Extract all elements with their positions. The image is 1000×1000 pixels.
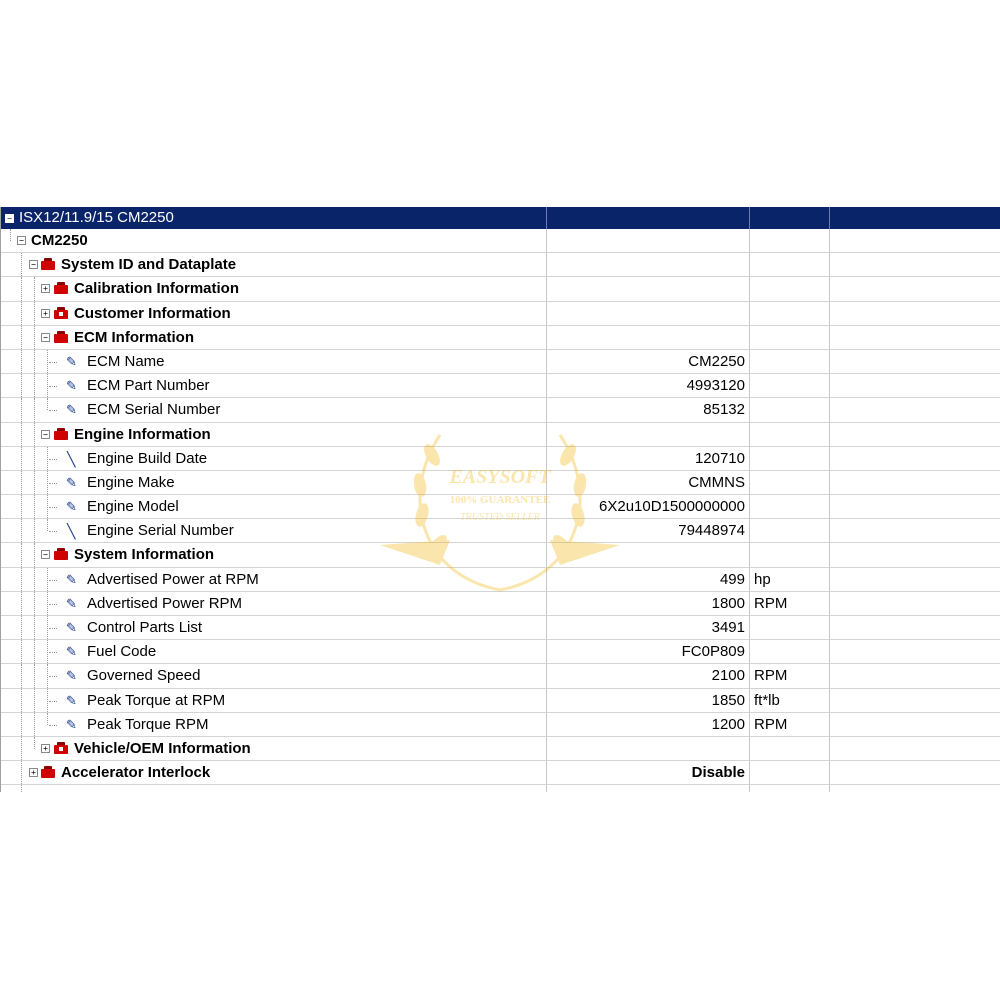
- parameter-unit: [749, 640, 829, 663]
- parameter-unit: [749, 374, 829, 397]
- parameter-unit: [749, 447, 829, 470]
- node-label: System Information: [74, 546, 215, 564]
- parameter-label: ECM Serial Number: [87, 401, 221, 419]
- table-row[interactable]: [1, 592, 1000, 616]
- tree-node-system-id[interactable]: [1, 253, 1000, 277]
- parameter-unit: hp: [749, 568, 829, 591]
- editable-parameter-icon: ╲: [67, 523, 76, 540]
- watermark-line2: TRUSTED SELLER: [460, 512, 540, 523]
- parameter-unit: RPM: [749, 664, 829, 687]
- partial-row: [1, 785, 1000, 792]
- read-parameter-icon: ✎: [66, 668, 77, 684]
- table-row[interactable]: [1, 447, 1000, 471]
- parameter-unit: RPM: [749, 713, 829, 736]
- table-row[interactable]: [1, 495, 1000, 519]
- parameter-label: Peak Torque RPM: [87, 715, 209, 733]
- tree-node-engine[interactable]: [1, 423, 1000, 447]
- folder-case-icon: [54, 428, 68, 440]
- parameter-value: 1800: [546, 592, 749, 615]
- table-row[interactable]: [1, 640, 1000, 664]
- table-row[interactable]: [1, 519, 1000, 543]
- collapse-icon[interactable]: −: [5, 214, 14, 223]
- parameter-value: 3491: [546, 616, 749, 639]
- parameter-label: Advertised Power RPM: [87, 594, 243, 612]
- table-row[interactable]: [1, 374, 1000, 398]
- folder-case-icon: [54, 548, 68, 560]
- expand-icon[interactable]: +: [41, 309, 50, 318]
- parameter-value: 4993120: [546, 374, 749, 397]
- parameter-value: 1850: [546, 689, 749, 712]
- folder-case-icon: [54, 282, 68, 294]
- table-row[interactable]: [1, 664, 1000, 688]
- parameter-label: Engine Build Date: [87, 449, 208, 467]
- parameter-label: ECM Name: [87, 352, 165, 370]
- parameter-unit: [749, 350, 829, 373]
- expand-icon[interactable]: +: [29, 768, 38, 777]
- collapse-icon[interactable]: −: [41, 333, 50, 342]
- parameter-tree-grid: [0, 207, 1000, 792]
- parameter-value: CMMNS: [546, 471, 749, 494]
- read-parameter-icon: ✎: [66, 716, 77, 732]
- table-row[interactable]: [1, 471, 1000, 495]
- parameter-unit: ft*lb: [749, 689, 829, 712]
- parameter-label: Fuel Code: [87, 643, 157, 661]
- table-row[interactable]: [1, 616, 1000, 640]
- node-label: System ID and Dataplate: [61, 256, 237, 274]
- node-label: Accelerator Interlock: [61, 764, 211, 782]
- table-row[interactable]: [1, 568, 1000, 592]
- table-row[interactable]: [1, 398, 1000, 422]
- editable-parameter-icon: ╲: [67, 450, 76, 467]
- node-label: CM2250: [31, 232, 88, 249]
- watermark-line1: 100% GUARANTEE: [449, 494, 551, 506]
- tree-node-cm2250[interactable]: [1, 229, 1000, 253]
- read-parameter-icon: ✎: [66, 353, 77, 369]
- parameter-value: 120710: [546, 447, 749, 470]
- read-parameter-icon: ✎: [66, 499, 77, 515]
- folder-case-icon: [41, 766, 55, 778]
- node-label: Customer Information: [74, 304, 231, 322]
- tree-node-calibration[interactable]: [1, 277, 1000, 301]
- tree-node-system-info[interactable]: [1, 543, 1000, 567]
- parameter-value: Disable: [546, 761, 749, 784]
- folder-case-icon: [41, 258, 55, 270]
- table-row[interactable]: [1, 689, 1000, 713]
- read-parameter-icon: ✎: [66, 620, 77, 635]
- node-label: ECM Information: [74, 328, 194, 346]
- parameter-unit: [749, 398, 829, 421]
- parameter-value: 499: [546, 568, 749, 591]
- parameter-label: Engine Serial Number: [87, 522, 234, 540]
- collapse-icon[interactable]: −: [41, 430, 50, 439]
- parameter-label: Engine Make: [87, 473, 175, 491]
- module-title: ISX12/11.9/15 CM2250: [19, 209, 174, 226]
- folder-case-icon: [54, 331, 68, 343]
- parameter-label: Peak Torque at RPM: [87, 691, 226, 709]
- collapse-icon[interactable]: −: [41, 550, 50, 559]
- parameter-label: ECM Part Number: [87, 377, 210, 395]
- tree-node-accelerator-interlock[interactable]: [1, 761, 1000, 785]
- expand-icon[interactable]: +: [41, 284, 50, 293]
- node-label: Vehicle/OEM Information: [74, 739, 251, 757]
- parameter-unit: [749, 495, 829, 518]
- table-row[interactable]: [1, 713, 1000, 737]
- read-parameter-icon: ✎: [66, 692, 77, 708]
- parameter-unit: [749, 519, 829, 542]
- read-parameter-icon: ✎: [66, 595, 77, 611]
- tree-node-vehicle-oem[interactable]: [1, 737, 1000, 761]
- parameter-unit: [749, 471, 829, 494]
- read-parameter-icon: ✎: [66, 474, 77, 490]
- parameter-value: 79448974: [546, 519, 749, 542]
- parameter-value: FC0P809: [546, 640, 749, 663]
- tree-node-ecm[interactable]: [1, 326, 1000, 350]
- locked-case-icon: [54, 742, 68, 754]
- parameter-label: Engine Model: [87, 498, 179, 516]
- tree-header-row[interactable]: [1, 207, 1000, 229]
- read-parameter-icon: ✎: [66, 644, 77, 660]
- node-label: Calibration Information: [74, 280, 239, 298]
- expand-icon[interactable]: +: [41, 744, 50, 753]
- read-parameter-icon: ✎: [66, 402, 77, 418]
- locked-case-icon: [54, 307, 68, 319]
- parameter-unit: RPM: [749, 592, 829, 615]
- table-row[interactable]: [1, 350, 1000, 374]
- parameter-value: CM2250: [546, 350, 749, 373]
- collapse-icon[interactable]: −: [17, 236, 26, 245]
- parameter-label: Control Parts List: [87, 619, 203, 636]
- tree-node-customer[interactable]: [1, 302, 1000, 326]
- parameter-label: Governed Speed: [87, 667, 201, 685]
- parameter-unit: [749, 616, 829, 639]
- read-parameter-icon: ✎: [66, 378, 77, 394]
- parameter-label: Advertised Power at RPM: [87, 570, 259, 588]
- parameter-value: 6X2u10D1500000000: [546, 495, 749, 518]
- collapse-icon[interactable]: −: [29, 260, 38, 269]
- node-label: Engine Information: [74, 425, 211, 443]
- read-parameter-icon: ✎: [66, 571, 77, 587]
- watermark-brand: EASYSOFT: [449, 466, 551, 488]
- parameter-value: 2100: [546, 664, 749, 687]
- parameter-value: 1200: [546, 713, 749, 736]
- parameter-value: 85132: [546, 398, 749, 421]
